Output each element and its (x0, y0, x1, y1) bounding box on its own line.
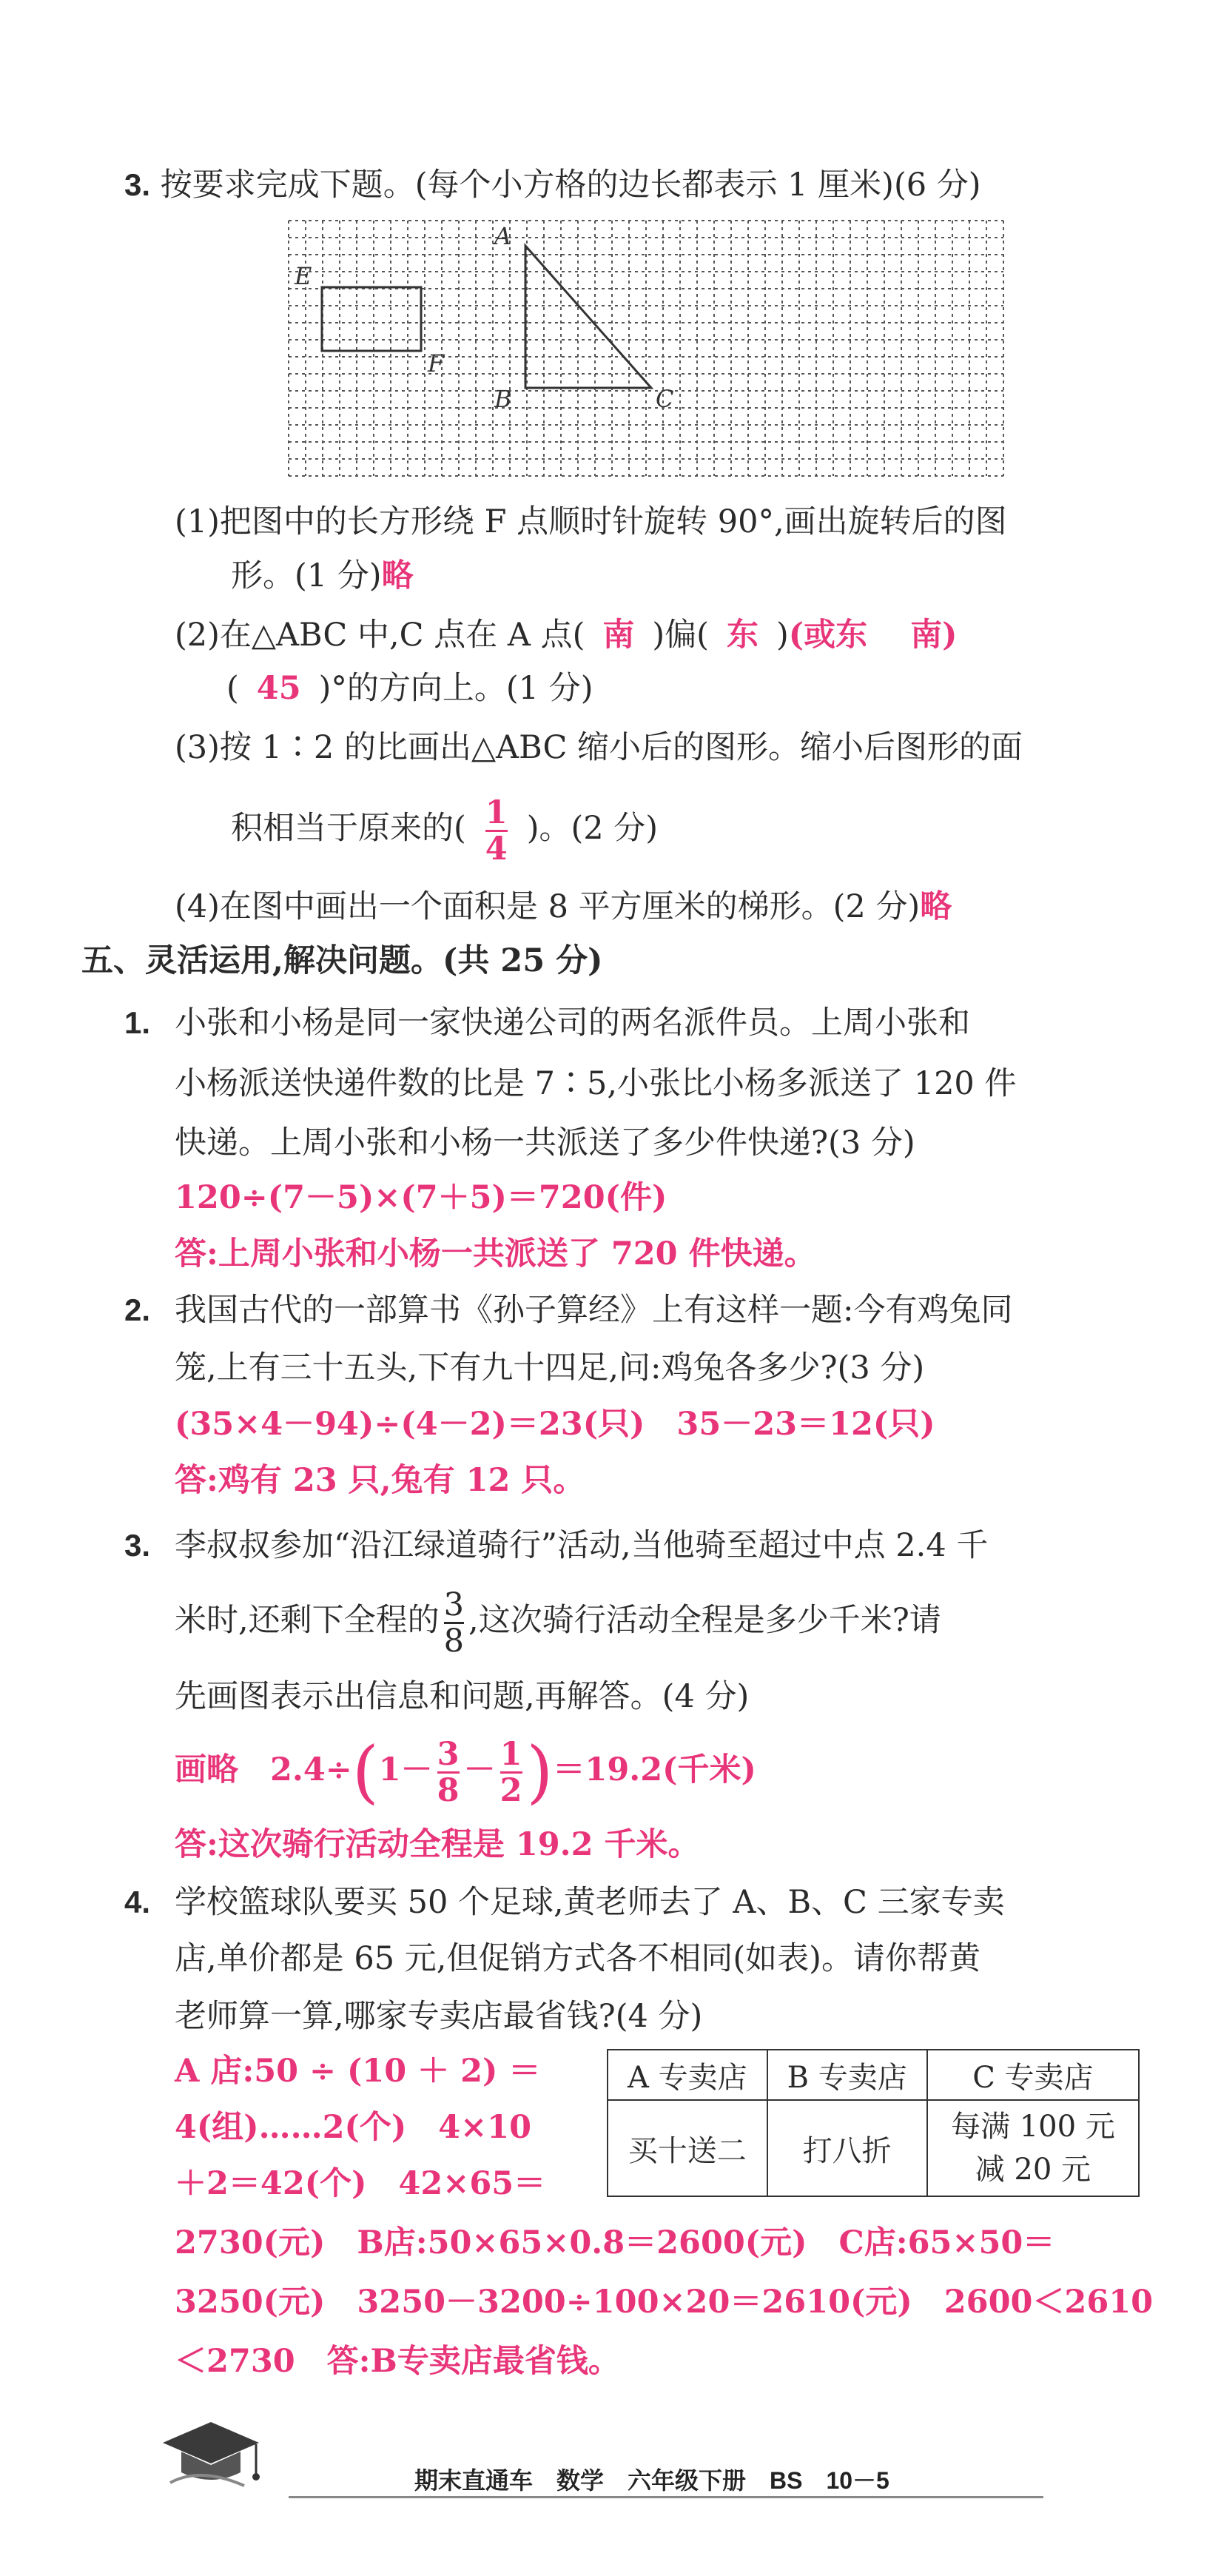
question-number: 2. (124, 1292, 151, 1327)
table-header-c: C 专卖店 (927, 2050, 1139, 2100)
q1-line-3: 快递。上周小张和小杨一共派送了多少件快递?(3 分) (175, 1124, 915, 1161)
rectangle-shape (322, 287, 421, 351)
fraction-numerator: 3 (437, 1735, 460, 1773)
q3-answer-b: 1－ (378, 1751, 433, 1788)
label-f: F (428, 349, 445, 378)
part-3-text-b: )。(2 分) (526, 810, 659, 847)
q2-answer-calc: (35×4－94)÷(4－2)＝23(只) 35－23＝12(只) (175, 1406, 935, 1443)
q2-line-1: 我国古代的一部算书《孙子算经》上有这样一题:今有鸡兔同 (175, 1292, 1013, 1329)
part-2-text-e: )°的方向上。(1 分) (318, 670, 593, 707)
part-2-answer-4: 45 (256, 670, 301, 707)
fraction-3-8 (444, 1588, 464, 1658)
table-row (608, 2100, 1139, 2196)
q4-line-2: 店,单价都是 65 元,但促销方式各不相同(如表)。请你帮黄 (175, 1940, 980, 1977)
part-3-answer-fraction (485, 796, 508, 866)
table-cell-b: 打八折 (767, 2100, 927, 2196)
fraction-numerator: 1 (500, 1735, 522, 1773)
q3-answer: 答:这次骑行活动全程是 19.2 千米。 (175, 1826, 700, 1863)
part-2-text-a: (2)在△ABC 中,C 点在 A 点( (175, 617, 585, 654)
label-b: B (494, 385, 512, 413)
footer-rule (289, 2496, 1043, 2498)
q3-line-3: 先画图表示出信息和问题,再解答。(4 分) (175, 1678, 750, 1715)
table-header-row (608, 2050, 1139, 2100)
part-2-answer-1: 南 (602, 617, 635, 654)
q3-answer-c: － (463, 1751, 496, 1788)
q2-line-2: 笼,上有三十五头,下有九十四足,问:鸡兔各多少?(3 分) (175, 1349, 925, 1386)
q4-answer-5: 3250(元) 3250－3200÷100×20＝2610(元) 2600＜2610 (175, 2284, 1154, 2321)
question-number: 1. (124, 1005, 151, 1040)
part-4-answer: 略 (920, 888, 952, 925)
q1-line-1: 小张和小杨是同一家快递公司的两名派件员。上周小张和 (175, 1004, 970, 1042)
part-1-line-1: (1)把图中的长方形绕 F 点顺时针旋转 90°,画出旋转后的图 (175, 503, 1007, 540)
part-2-text-c: ) (776, 617, 789, 654)
q1-answer-calc: 120÷(7－5)×(7＋5)＝720(件) (175, 1179, 667, 1216)
q4-answer-2: 4(组)……2(个) 4×10 (175, 2109, 532, 2146)
q4-answer-1: A 店:50 ÷ (10 ＋ 2) ＝ (175, 2053, 541, 2090)
part-2-text-b: )偏( (652, 617, 709, 654)
fraction-denominator: 4 (485, 830, 508, 868)
grid-figure (281, 213, 1014, 487)
q3-answer-a: 画略 2.4÷ (175, 1751, 352, 1788)
part-2-answer-2: 东 (726, 617, 758, 654)
part-4-text: (4)在图中画出一个面积是 8 平方厘米的梯形。(2 分) (175, 888, 921, 925)
q2-answer: 答:鸡有 23 只,兔有 12 只。 (175, 1462, 585, 1499)
table-header-a: A 专卖店 (608, 2050, 767, 2100)
fraction-numerator: 1 (485, 794, 508, 831)
q4-answer-4: 2730(元) B店:50×65×0.8＝2600(元) C店:65×50＝ (175, 2224, 1055, 2261)
q3-text-a: 米时,还剩下全程的 (175, 1602, 440, 1639)
table-cell-c-line-2: 减 20 元 (975, 2153, 1092, 2187)
q1-answer: 答:上周小张和小杨一共派送了 720 件快递。 (175, 1235, 816, 1272)
part-3-text-a: 积相当于原来的( (231, 810, 466, 847)
fraction-numerator: 3 (443, 1586, 465, 1623)
q4-answer-3: ＋2＝42(个) 42×65＝ (175, 2165, 546, 2202)
q3-answer-d: ＝19.2(千米) (553, 1751, 756, 1788)
fraction-denominator: 8 (437, 1771, 460, 1809)
part-2-text-d: ( (226, 670, 239, 707)
fraction-denominator: 8 (443, 1622, 465, 1660)
part-2-answer-3: (或东 南) (788, 617, 958, 654)
q4-line-3: 老师算一算,哪家专卖店最省钱?(4 分) (175, 1998, 703, 2035)
table-cell-c-line-1: 每满 100 元 (950, 2110, 1115, 2144)
section-heading: 五、灵活运用,解决问题。(共 25 分) (81, 942, 603, 979)
table-header-b: B 专卖店 (767, 2050, 927, 2100)
graduation-cap-icon (155, 2415, 266, 2496)
question-title: 按要求完成下题。(每个小方格的边长都表示 1 厘米)(6 分) (160, 167, 981, 204)
footer-text: 期末直通车 数学 六年级下册 BS 10－5 (414, 2467, 889, 2494)
question-number: 4. (124, 1885, 151, 1919)
q3-line-1: 李叔叔参加“沿江绿道骑行”活动,当他骑至超过中点 2.4 千 (175, 1527, 989, 1564)
q4-line-1: 学校篮球队要买 50 个足球,黄老师去了 A、B、C 三家专卖 (175, 1884, 1005, 1921)
fraction-1-2-answer (500, 1737, 522, 1808)
question-number: 3. (124, 1528, 151, 1563)
q3-text-b: ,这次骑行活动全程是多少千米?请 (468, 1602, 941, 1639)
fraction-3-8-answer (437, 1737, 460, 1808)
part-1-line-2: 形。(1 分) (231, 557, 382, 594)
promotion-table (607, 2049, 1140, 2197)
question-number: 3. (124, 167, 151, 202)
fraction-denominator: 2 (500, 1771, 522, 1809)
label-c: C (656, 385, 674, 413)
part-3-line-1: (3)按 1∶2 的比画出△ABC 缩小后的图形。缩小后图形的面 (175, 729, 1023, 766)
q1-line-2: 小杨派送快递件数的比是 7∶5,小张比小杨多派送了 120 件 (175, 1065, 1017, 1102)
label-a: A (494, 222, 512, 250)
q4-answer-6: ＜2730 答:B专卖店最省钱。 (175, 2343, 620, 2380)
part-1-answer: 略 (381, 557, 414, 594)
table-cell-a: 买十送二 (608, 2100, 767, 2196)
label-e: E (295, 262, 312, 290)
table-cell-c (927, 2100, 1139, 2196)
